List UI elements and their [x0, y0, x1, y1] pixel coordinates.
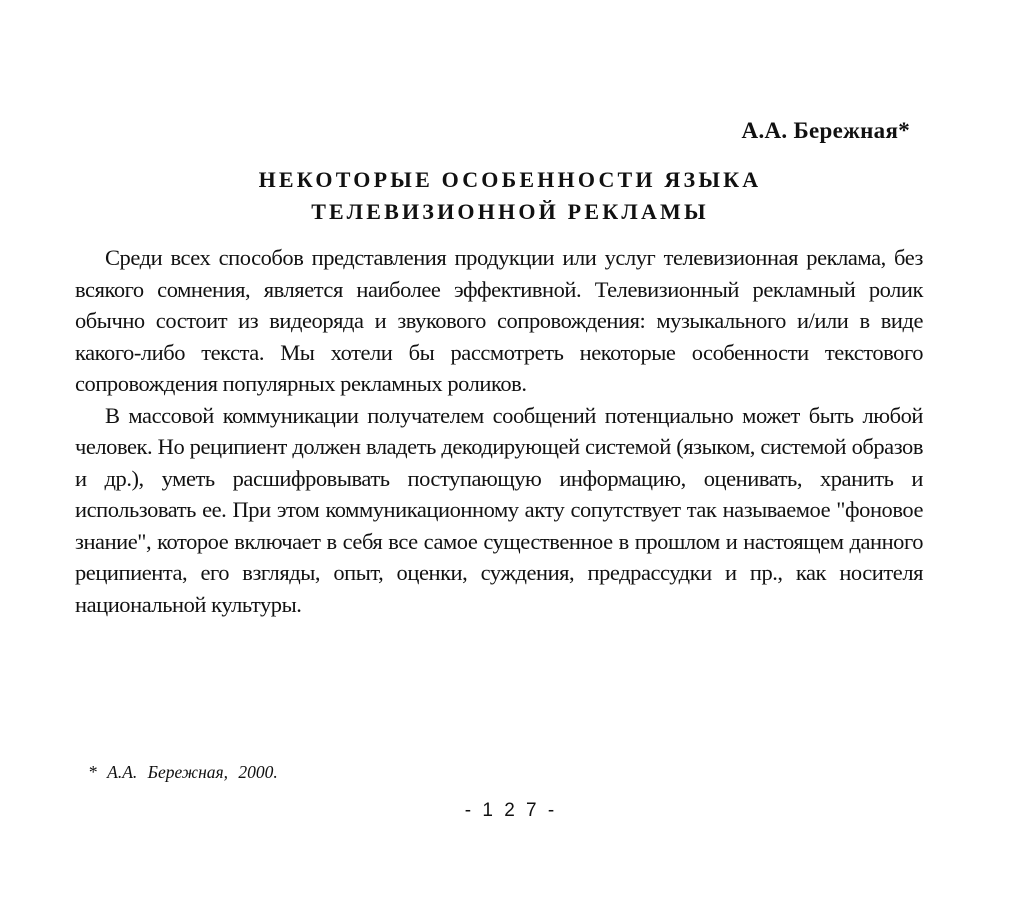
paragraph-1: Среди всех способов представления продукции или услуг телевизионная реклама, без всякого сомнения, является наиболее эффективной. Телевизионный рекламный ролик обычно состоит из видеоряда и звукового сопровождения: музыкального и/или в виде какого-либо текста. Мы хотели бы рассмотреть некоторые особенности текстового сопровождения популярных рекламных роликов.	[75, 245, 923, 396]
article-body	[75, 242, 923, 620]
footnote: * А.А. Бережная, 2000.	[88, 762, 278, 782]
title-line-2: ТЕЛЕВИЗИОННОЙ РЕКЛАМЫ	[311, 199, 709, 224]
author-name: А.А. Бережная*	[741, 118, 910, 143]
paragraph-2: В массовой коммуникации получателем сообщений потенциально может быть любой человек. Но реципиент должен владеть декодирующей системой (языком, системой образов и др.), уметь расшифровывать поступающую информацию, оценивать, хранить и использовать ее. При этом коммуникационному акту сопутствует так называемое "фоновое знание", которое включает в себя все самое существенное в прошлом и настоящем данного реципиента, его взгляды, опыт, оценки, суждения, предрассудки и пр., как носителя национальной культуры.	[75, 402, 923, 617]
page-number: - 1 2 7 -	[464, 800, 558, 821]
title-line-1: НЕКОТОРЫЕ ОСОБЕННОСТИ ЯЗЫКА	[258, 167, 762, 192]
article-title	[75, 164, 945, 228]
